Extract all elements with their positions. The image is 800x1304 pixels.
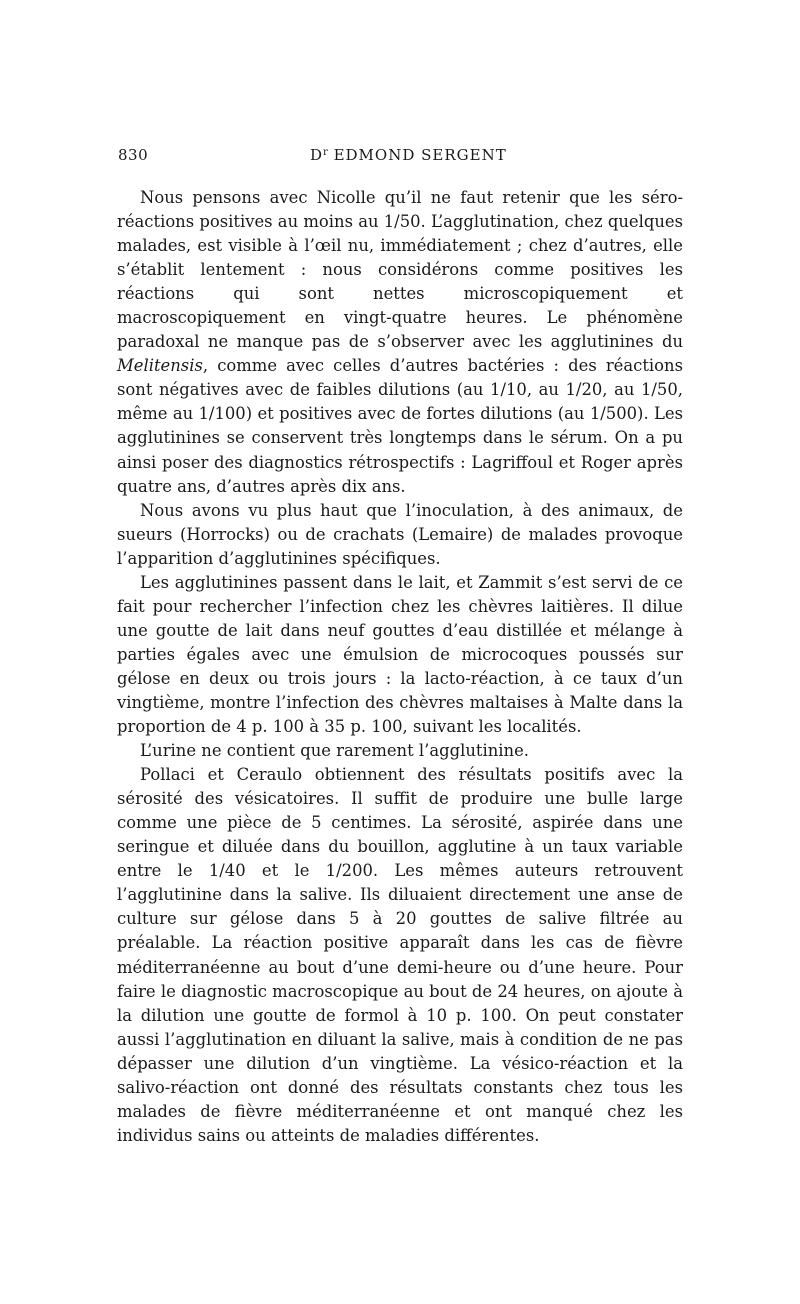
- paragraph: L’urine ne contient que rarement l’agglutinine.: [140, 741, 530, 761]
- author-prefix-superscript: r: [323, 147, 328, 158]
- italic-species-name: Melitensis: [117, 356, 203, 376]
- author-name: EDMOND SERGENT: [327, 146, 507, 164]
- paragraph: Nous avons vu plus haut que l’inoculation, à des animaux, de sueurs (Horrocks) ou de crachats (Lemaire) de malades provoque l’apparition d’agglutinines spécifiques.: [117, 500, 683, 568]
- paragraph-text: , comme avec celles d’autres bactéries : des réactions sont négatives avec de faibles dilutions (au 1/10, au 1/20, au 1/50, même au 1/100) et positives avec de fortes dilutions (au 1/500). Les agglutinines se conservent très longtemps dans le sérum. On a pu ainsi poser des diagnostics rétrospectifs : Lagriffoul et Roger après quatre ans, d’autres après dix ans.: [117, 356, 683, 496]
- page-header: [118, 146, 682, 172]
- paragraph: Pollaci et Ceraulo obtiennent des résultats positifs avec la sérosité des vésicatoires. Il suffit de produire une bulle large comme une pièce de 5 centimes. La sérosité, aspirée dans une seringue et diluée dans du bouillon, agglutine à un taux variable entre le 1/40 et le 1/200. Les mêmes auteurs retrouvent l’agglutinine dans la salive. Ils diluaient directement une anse de culture sur gélose dans 5 à 20 gouttes de salive filtrée au préalable. La réaction positive apparaît dans les cas de fièvre méditerranéenne au bout d’une demi-heure ou d’une heure. Pour faire le diagnostic macroscopique au bout de 24 heures, on ajoute à la dilution une goutte de formol à 10 p. 100. On peut constater aussi l’agglutination en diluant la salive, mais à condition de ne pas dépasser une dilution d’un vingtième. La vésico-réaction et la salivo-réaction ont donné des résultats constants chez tous les malades de fièvre méditerranéenne et ont manqué chez les individus sains ou atteints de maladies différentes.: [117, 765, 683, 1145]
- page-number: 830: [118, 146, 149, 164]
- running-head: [310, 146, 507, 164]
- author-prefix: D: [310, 146, 324, 164]
- paragraph-text: Nous pensons avec Nicolle qu’il ne faut retenir que les séro-réactions positives au moins au 1/50. L’agglutination, chez quelques malades, est visible à l’œil nu, immédiatement ; chez d’autres, elle s’établit lentement : nous considérons comme positives les réactions qui sont nettes microscopiquement et macroscopiquement en vingt-quatre heures. Le phénomène paradoxal ne manque pas de s’observer avec les agglutinines du: [117, 188, 683, 352]
- paragraph: [117, 186, 683, 499]
- paragraph: Les agglutinines passent dans le lait, et Zammit s’est servi de ce fait pour rechercher l’infection chez les chèvres laitières. Il dilue une goutte de lait dans neuf gouttes d’eau distillée et mélange à parties égales avec une émulsion de microcoques poussés sur gélose en deux ou trois jours : la lacto-réaction, à ce taux d’un vingtième, montre l’infection des chèvres maltaises à Malte dans la proportion de 4 p. 100 à 35 p. 100, suivant les localités.: [117, 572, 683, 737]
- body-text: [117, 186, 683, 1148]
